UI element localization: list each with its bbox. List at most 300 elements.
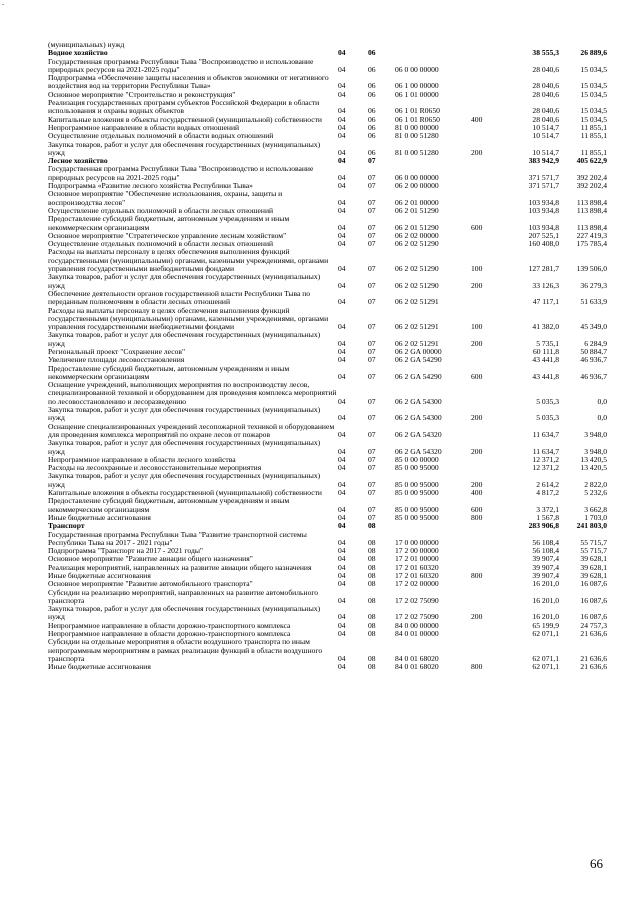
row-name: Водное хозяйство [48, 48, 108, 58]
row-section: 04 [338, 172, 346, 182]
table-row [48, 248, 607, 273]
row-value-2022: 12 371,2 [532, 463, 559, 473]
row-target-code: 06 1 00 00000 [395, 81, 439, 91]
row-name: Оснащение специализированных учреждений лесопожарной техникой и оборудованием для проведения комплекса мероприятий по охране лесов от пожаров [48, 421, 335, 439]
row-name: Закупка товаров, работ и услуг для обеспечения государственных (муниципальных) нужд [48, 604, 321, 622]
row-section: 04 [338, 612, 346, 622]
row-target-code: 85 0 00 95000 [395, 488, 439, 498]
row-name: Подпрограмма «Развитие лесного хозяйства Республики Тыва» [48, 181, 253, 191]
table-row [48, 74, 607, 91]
row-value-2023: 45 349,0 [580, 322, 607, 332]
row-expense-type [471, 464, 509, 472]
row-target-code: 17 2 01 00000 [395, 554, 439, 564]
row-target-code: 81 0 00 51280 [395, 131, 439, 141]
row-subsection: 06 [368, 131, 376, 141]
row-value-2022: 283 906,8 [528, 521, 559, 531]
row-target-code [395, 522, 471, 530]
row-target-code: 06 1 01 R0650 [395, 114, 440, 124]
budget-table [48, 41, 607, 672]
row-value-2023: 405 622,9 [576, 156, 607, 166]
row-expense-type [471, 157, 509, 165]
row-section: 04 [338, 554, 346, 564]
row-value-2022: 65 199,9 [532, 620, 559, 630]
table-row [48, 365, 607, 382]
row-name: Закупка товаров, работ и услуг для обеспечения государственных (муниципальных) нужд [48, 272, 321, 290]
row-subsection: 08 [368, 562, 376, 572]
row-section: 04 [338, 106, 346, 116]
row-value-2022: 62 071,1 [532, 653, 559, 663]
row-name: Осуществление отдельных полномочий в области лесных отношений [48, 239, 274, 249]
row-name: Лесное хозяйство [48, 156, 108, 166]
row-subsection: 06 [368, 114, 376, 124]
row-target-code: 17 2 02 75090 [395, 595, 439, 605]
row-target-code: 06 2 GA 54300 [395, 413, 442, 423]
row-expense-type: 100 [471, 264, 483, 274]
row-section: 04 [338, 463, 346, 473]
table-row [48, 165, 607, 182]
row-section: 04 [338, 230, 346, 240]
row-value-2023: 11 855,1 [580, 147, 607, 157]
row-target-code: 06 2 02 51291 [395, 338, 439, 348]
row-value-2023: 6 284,9 [584, 338, 607, 348]
row-name: Осуществление отдельных полномочий в области водных отношений [48, 131, 274, 141]
row-name: Непрограммное направление в области лесного хозяйства [48, 454, 236, 464]
row-section: 04 [338, 620, 346, 630]
row-section: 04 [338, 537, 346, 547]
row-value-2022: 28 040,6 [532, 114, 559, 124]
row-expense-type [471, 555, 509, 563]
row-value-2023: 11 855,1 [580, 122, 607, 132]
row-value-2023: 15 034,5 [580, 89, 607, 99]
row-section: 04 [338, 297, 346, 307]
table-row [48, 605, 607, 622]
table-row [48, 381, 607, 406]
row-value-2022: 12 371,2 [532, 454, 559, 464]
row-name: Подпрограмма "Транспорт на 2017 - 2021 годы" [48, 546, 204, 556]
row-target-code: 85 0 00 95000 [395, 504, 439, 514]
row-section: 04 [338, 355, 346, 365]
row-value-2023: 2 822,0 [584, 479, 607, 489]
row-name: Субсидии на реализацию мероприятий, направленных на развитие автомобильного транспорта [48, 587, 319, 605]
row-section: 04 [338, 239, 346, 249]
row-value-2022: 39 907,4 [532, 571, 559, 580]
row-target-code: 17 2 02 75090 [395, 612, 439, 622]
row-value-2022: 11 634,7 [532, 446, 559, 456]
row-name: Основное мероприятие "Развитие авиации общего назначения" [48, 554, 253, 564]
row-value-2022: 2 614,2 [536, 479, 559, 489]
row-value-2022: 371 571,7 [528, 172, 559, 182]
table-row [48, 663, 607, 671]
row-name: Региональный проект "Сохранение лесов" [48, 346, 186, 356]
row-expense-type: 400 [471, 114, 483, 124]
row-section: 04 [338, 488, 346, 498]
row-value-2022: 39 907,4 [532, 562, 559, 572]
row-value-2022: 28 040,6 [532, 106, 559, 116]
row-expense-type: 600 [471, 371, 483, 381]
row-name: Закупка товаров, работ и услуг для обеспечения государственных (муниципальных) нужд [48, 438, 321, 456]
row-value-2022: 47 117,1 [532, 297, 559, 307]
table-row [48, 472, 607, 489]
row-expense-type [471, 74, 509, 91]
row-expense-type [471, 589, 509, 606]
row-value-2022: 5 735,1 [536, 338, 559, 348]
table-row [48, 99, 607, 116]
row-expense-type: 800 [471, 571, 483, 580]
row-expense-type [471, 58, 509, 75]
row-expense-type [471, 630, 509, 638]
row-section: 04 [338, 454, 346, 464]
row-subsection: 08 [368, 546, 376, 556]
row-subsection: 08 [368, 537, 376, 547]
row-expense-type [471, 423, 509, 440]
table-row [48, 531, 607, 548]
row-value-2022: 56 108,4 [532, 546, 559, 556]
row-subsection: 07 [368, 479, 376, 489]
row-subsection: 07 [368, 346, 376, 356]
row-value-2022: 28 040,6 [532, 64, 559, 74]
row-target-code: 06 2 GA 54320 [395, 429, 442, 439]
row-section: 04 [338, 579, 346, 589]
row-name: Реализация государственных программ субъектов Российской Федерации в области использования и охраны водных объектов [48, 98, 320, 116]
row-value-2023: 21 636,6 [580, 629, 607, 639]
row-name: Непрограммное направление в области дорожно-транспортного комплекса [48, 620, 291, 630]
row-section: 04 [338, 156, 346, 166]
row-value-2023: 15 034,5 [580, 106, 607, 116]
row-target-code: 84 0 01 00000 [395, 629, 439, 639]
row-value-2023: 3 948,0 [584, 446, 607, 456]
row-name: Закупка товаров, работ и услуг для обеспечения государственных (муниципальных) нужд [48, 405, 321, 423]
row-value-2022: 207 525,1 [528, 230, 559, 240]
row-subsection: 08 [368, 571, 376, 580]
row-section: 04 [338, 48, 346, 58]
row-expense-type [471, 190, 509, 207]
row-target-code: 06 2 GA 54290 [395, 371, 442, 381]
row-target-code [395, 157, 471, 165]
row-subsection: 08 [368, 612, 376, 622]
row-section: 04 [338, 197, 346, 207]
row-expense-type: 800 [471, 662, 483, 672]
row-section: 04 [338, 479, 346, 489]
row-value-2023: 0,0 [597, 413, 607, 423]
row-value-2023: 113 898,4 [576, 197, 607, 207]
row-subsection: 07 [368, 239, 376, 249]
row-value-2022: 160 408,0 [528, 239, 559, 249]
row-value-2023: 3 948,0 [584, 429, 607, 439]
row-value-2022: 62 071,1 [532, 629, 559, 639]
row-value-2023: 24 757,3 [580, 620, 607, 630]
row-value-2023: 46 936,7 [580, 355, 607, 365]
row-section: 04 [338, 429, 346, 439]
row-value-2022: 33 126,3 [532, 280, 559, 290]
row-name: Капитальные вложения в объекты государственной (муниципальной) собственности [48, 114, 322, 124]
row-expense-type: 200 [471, 280, 483, 290]
row-name: Закупка товаров, работ и услуг для обеспечения государственных (муниципальных) нужд [48, 471, 321, 489]
row-section: 04 [338, 131, 346, 141]
row-expense-type [471, 456, 509, 464]
row-value-2022: 43 441,8 [532, 355, 559, 365]
row-target-code: 06 2 GA 54320 [395, 446, 442, 456]
row-target-code: 85 0 00 95000 [395, 512, 439, 522]
row-subsection: 07 [368, 280, 376, 290]
row-expense-type: 600 [471, 504, 483, 514]
row-subsection: 08 [368, 554, 376, 564]
row-expense-type [471, 132, 509, 140]
row-subsection: 07 [368, 264, 376, 274]
row-expense-type: 200 [471, 147, 483, 157]
row-target-code: 81 0 00 00000 [395, 122, 439, 132]
row-subsection: 07 [368, 222, 376, 232]
row-target-code: 06 2 GA 00000 [395, 346, 442, 356]
row-value-2022: 10 514,7 [532, 131, 559, 141]
row-section: 04 [338, 346, 346, 356]
row-section: 04 [338, 181, 346, 191]
row-target-code: 06 2 02 51290 [395, 280, 439, 290]
row-section: 04 [338, 64, 346, 74]
row-expense-type [471, 381, 509, 406]
row-value-2023: 392 202,4 [576, 181, 607, 191]
table-row [48, 589, 607, 606]
row-value-2022: 38 555,3 [532, 48, 559, 58]
row-name: Государственная программа Республики Тыва "Воспроизводство и использование природных ресурсов на 2021-2025 годы" [48, 56, 314, 74]
row-value-2022: 28 040,6 [532, 89, 559, 99]
row-target-code: 85 0 00 95000 [395, 463, 439, 473]
row-name: Предоставление субсидий бюджетным, автономным учреждениям и иным некоммерческим организациям [48, 496, 290, 514]
row-value-2023: 16 087,6 [580, 612, 607, 622]
row-value-2023: 13 420,5 [580, 454, 607, 464]
row-subsection: 06 [368, 122, 376, 132]
row-value-2022: 5 035,3 [536, 396, 559, 406]
row-subsection: 07 [368, 446, 376, 456]
row-target-code: 06 2 02 51290 [395, 264, 439, 274]
row-value-2022: 3 372,1 [536, 504, 559, 514]
table-row [48, 331, 607, 348]
row-name: Основное мероприятие "Стратегическое управление лесным хозяйством" [48, 230, 287, 240]
row-value-2023: 16 087,6 [580, 579, 607, 589]
row-subsection: 07 [368, 413, 376, 423]
row-subsection: 07 [368, 205, 376, 215]
row-value-2023: 241 803,0 [576, 521, 607, 531]
row-subsection: 06 [368, 81, 376, 91]
table-row [48, 273, 607, 290]
row-target-code: 17 2 01 60320 [395, 571, 439, 580]
row-expense-type [471, 91, 509, 99]
row-expense-type [471, 165, 509, 182]
row-name: Расходы на лесоохранные и лесовосстановительные мероприятия [48, 463, 262, 473]
row-value-2022: 39 907,4 [532, 554, 559, 564]
row-value-2022: 127 281,7 [528, 264, 559, 274]
row-value-2022: 11 634,7 [532, 429, 559, 439]
row-name: Основное мероприятие "Развитие автомобильного транспорта" [48, 579, 253, 589]
row-value-2022: 103 934,8 [528, 205, 559, 215]
row-subsection: 08 [368, 653, 376, 663]
row-name: Закупка товаров, работ и услуг для обеспечения государственных (муниципальных) нужд [48, 139, 321, 157]
row-value-2023: 15 034,5 [580, 81, 607, 91]
row-target-code: 06 2 02 51291 [395, 297, 439, 307]
row-subsection: 07 [368, 297, 376, 307]
row-target-code: 85 0 00 00000 [395, 454, 439, 464]
row-value-2022: 10 514,7 [532, 122, 559, 132]
row-name: Расходы на выплаты персоналу в целях обеспечения выполнения функций государственными (муниципальными) органами, казенными учреждениями, органами управления государственными внебюджетными фондами [48, 305, 329, 332]
row-expense-type [471, 547, 509, 555]
row-subsection: 08 [368, 662, 376, 672]
row-target-code: 06 2 01 00000 [395, 197, 439, 207]
row-value-2023: 15 034,5 [580, 64, 607, 74]
row-value-2023: 113 898,4 [576, 222, 607, 232]
row-subsection: 07 [368, 504, 376, 514]
row-subsection: 08 [368, 595, 376, 605]
row-name: Иные бюджетные ассигнования [48, 571, 151, 580]
row-name: Расходы на выплаты персоналу в целях обеспечения выполнения функций государственными (муниципальными) органами, казенными учреждениями, органами управления государственными внебюджетными фондами [48, 247, 329, 274]
budget-table-body [48, 41, 607, 672]
row-value-2022: 103 934,8 [528, 222, 559, 232]
row-section: 04 [338, 562, 346, 572]
page-number: 66 [590, 856, 603, 871]
row-section: 04 [338, 264, 346, 274]
row-value-2022: 371 571,7 [528, 181, 559, 191]
row-target-code: 06 2 02 51291 [395, 322, 439, 332]
row-value-2023: 50 884,7 [580, 346, 607, 356]
row-subsection: 08 [368, 620, 376, 630]
row-value-2022: 4 817,2 [536, 488, 559, 498]
row-value-2023: 175 785,4 [576, 239, 607, 249]
row-expense-type: 600 [471, 222, 483, 232]
row-section: 04 [338, 653, 346, 663]
row-value-2023: 55 715,7 [580, 546, 607, 556]
row-expense-type [471, 622, 509, 630]
row-target-code: 06 1 01 00000 [395, 89, 439, 99]
row-target-code: 85 0 00 95000 [395, 479, 439, 489]
row-name: Иные бюджетные ассигнования [48, 662, 151, 672]
row-target-code [395, 49, 471, 57]
table-row [48, 439, 607, 456]
row-subsection: 07 [368, 172, 376, 182]
row-name: Реализация мероприятий, направленных на развитие авиации общего назначения [48, 562, 312, 572]
row-section: 04 [338, 81, 346, 91]
row-expense-type: 400 [471, 488, 483, 498]
row-value-2023: 1 703,0 [584, 512, 607, 522]
row-subsection: 06 [368, 106, 376, 116]
row-name: Капитальные вложения в объекты государственной (муниципальной) собственности [48, 488, 322, 498]
table-row [48, 497, 607, 514]
row-section: 04 [338, 413, 346, 423]
row-name: Иные бюджетные ассигнования [48, 512, 151, 522]
row-target-code: 17 2 01 60320 [395, 562, 439, 572]
row-value-2022: 383 942,9 [528, 156, 559, 166]
row-name: Основное мероприятие "Строительство и реконструкция" [48, 89, 236, 99]
row-name: Закупка товаров, работ и услуг для обеспечения государственных (муниципальных) нужд [48, 330, 321, 348]
row-target-code [395, 41, 471, 49]
row-section: 04 [338, 122, 346, 132]
row-section: 04 [338, 512, 346, 522]
table-row [48, 190, 607, 207]
row-subsection: 07 [368, 454, 376, 464]
row-expense-type: 200 [471, 479, 483, 489]
table-row [48, 141, 607, 158]
row-expense-type [471, 531, 509, 548]
row-name: Субсидии на отдельные мероприятия в области воздушного транспорта по иным непрограммным мероприятиям в рамках реализации функций в области воздушного транспорта [48, 637, 323, 663]
row-section: 04 [338, 338, 346, 348]
row-expense-type [471, 207, 509, 215]
table-row [48, 638, 607, 663]
row-subsection: 07 [368, 197, 376, 207]
table-row [48, 514, 607, 522]
row-section: 04 [338, 322, 346, 332]
row-target-code: 06 2 01 51290 [395, 222, 439, 232]
row-name: Государственная программа Республики Тыва "Развитие транспортной системы Республики Тыва на 2017 - 2021 годы" [48, 529, 307, 547]
row-name: Предоставление субсидий бюджетным, автономным учреждениям и иным некоммерческим организациям [48, 214, 290, 232]
row-section: 04 [338, 89, 346, 99]
row-name: Непрограммное направление в области дорожно-транспортного комплекса [48, 629, 291, 639]
row-section: 04 [338, 446, 346, 456]
row-value-2023: 39 628,1 [580, 571, 607, 580]
row-expense-type [471, 290, 509, 307]
row-expense-type [471, 356, 509, 364]
row-expense-type: 200 [471, 446, 483, 456]
row-value-2023: 39 628,1 [580, 554, 607, 564]
row-expense-type [471, 124, 509, 132]
row-value-2022: 103 934,8 [528, 197, 559, 207]
row-target-code: 06 2 01 51290 [395, 205, 439, 215]
row-target-code: 06 2 GA 54290 [395, 355, 442, 365]
row-subsection: 08 [368, 629, 376, 639]
row-subsection: 07 [368, 463, 376, 473]
row-target-code: 06 2 GA 54300 [395, 396, 442, 406]
row-target-code: 17 2 00 00000 [395, 546, 439, 556]
row-name: Основное мероприятие "Обеспечение использования, охраны, защиты и воспроизводства лесов" [48, 189, 283, 207]
row-expense-type: 100 [471, 322, 483, 332]
row-value-2022: 60 111,8 [532, 346, 559, 356]
row-subsection: 07 [368, 355, 376, 365]
row-expense-type [471, 49, 509, 57]
row-value-2023: 0,0 [597, 396, 607, 406]
row-target-code: 06 1 01 R0650 [395, 106, 440, 116]
row-target-code: 06 2 02 00000 [395, 230, 439, 240]
row-target-code: 06 0 00 00000 [395, 172, 439, 182]
row-value-2023: 46 936,7 [580, 371, 607, 381]
row-value-2022: 16 201,0 [532, 595, 559, 605]
row-target-code: 06 2 00 00000 [395, 181, 439, 191]
row-section: 04 [338, 629, 346, 639]
row-expense-type [471, 232, 509, 240]
row-expense-type: 200 [471, 338, 483, 348]
table-row [48, 41, 607, 49]
row-expense-type [471, 182, 509, 190]
row-name: Предоставление субсидий бюджетным, автономным учреждениям и иным некоммерческим организациям [48, 363, 290, 381]
row-section: 04 [338, 114, 346, 124]
table-row [48, 215, 607, 232]
row-section: 04 [338, 371, 346, 381]
row-value-2023: 139 506,0 [576, 264, 607, 274]
row-subsection: 08 [368, 579, 376, 589]
row-section: 04 [338, 521, 346, 531]
row-section: 04 [338, 280, 346, 290]
row-subsection: 07 [368, 512, 376, 522]
row-target-code: 06 2 02 51290 [395, 239, 439, 249]
row-subsection: 07 [368, 338, 376, 348]
row-target-code: 06 0 00 00000 [395, 64, 439, 74]
row-subsection: 07 [368, 230, 376, 240]
row-name: Непрограммное направление в области водных отношений [48, 122, 240, 132]
row-name: (муниципальных) нужд [48, 40, 125, 49]
row-value-2023: 21 636,6 [580, 662, 607, 672]
row-name: Государственная программа Республики Тыва "Воспроизводство и использование природных ресурсов на 2021-2025 годы" [48, 164, 314, 182]
row-section: 04 [338, 504, 346, 514]
row-expense-type [471, 580, 509, 588]
row-value-2023: 11 855,1 [580, 131, 607, 141]
row-name: Оснащение учреждений, выполняющих мероприятия по воспроизводству лесов, специализированной техникой и оборудованием для проведения комплекса мероприятий по лесовосстановлению и лесоразведению [48, 380, 337, 406]
row-section: 04 [338, 222, 346, 232]
row-value-2022: 41 382,0 [532, 322, 559, 332]
